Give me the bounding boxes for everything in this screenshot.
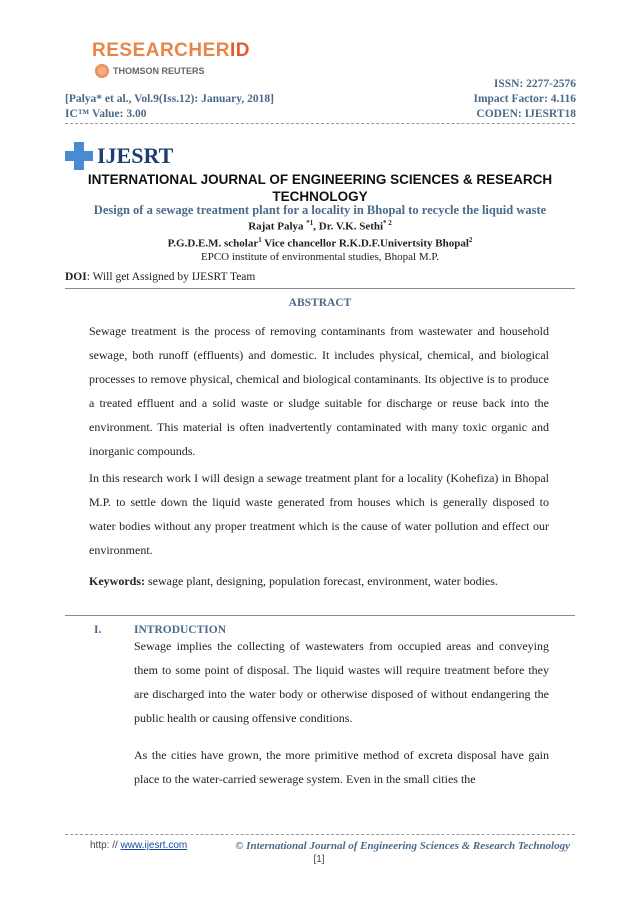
logo-text-id: ID (230, 40, 251, 61)
researcherid-logo (92, 40, 250, 62)
citation: [Palya* et al., Vol.9(Iss.12): January, 2018] (65, 93, 274, 105)
doi-label: DOI (65, 271, 87, 283)
keywords (89, 569, 549, 593)
page-number: [1] (313, 854, 325, 865)
institute: EPCO institute of environmental studies, Bhopal M.P. (200, 251, 440, 263)
footer-url-prefix: http: // (90, 840, 121, 851)
ic-value: IC™ Value: 3.00 (65, 108, 147, 120)
thomson-reuters-icon (95, 64, 109, 78)
impact-factor: Impact Factor: 4.116 (473, 93, 576, 105)
author-2-sup: * 2 (383, 219, 392, 227)
affiliations (65, 236, 575, 250)
affiliation-2: Vice chancellor R.K.D.F.Univertsity Bhopal (261, 237, 469, 250)
affiliation-1-sup: 1 (258, 236, 262, 244)
affiliation-1: P.G.D.E.M. scholar (167, 237, 259, 250)
thomson-reuters-text: THOMSON REUTERS (113, 66, 205, 76)
keywords-text: sewage plant, designing, population forecast, environment, water bodies. (145, 574, 498, 588)
ijesrt-logo (65, 142, 173, 170)
introduction-paragraph-2: As the cities have grown, the more primitive method of excreta disposal have gain place to the water-carried sewerage system. Even in the small cities the (134, 748, 549, 786)
footer-url (90, 840, 187, 851)
abstract-paragraph-2: In this research work I will design a sewage treatment plant for a locality (Kohefiza) in Bhopal M.P. to settle down the liquid waste generated from houses which is generally disposed to water bodies without any proper treatment which is the cause of water pollution and effect our environment. (89, 471, 549, 557)
issn: ISSN: 2277-2576 (493, 78, 576, 90)
footer-copyright: © International Journal of Engineering Sciences & Research Technology (235, 840, 570, 852)
journal-website-link[interactable]: www.ijesrt.com (120, 840, 188, 851)
thomson-reuters-logo (95, 64, 205, 78)
affiliation-2-sup: 2 (468, 236, 473, 244)
plus-icon (65, 142, 93, 170)
ijesrt-short-title: IJESRT (97, 143, 174, 168)
keywords-label: Keywords: (89, 574, 145, 588)
doi-value: : Will get Assigned by IJESRT Team (86, 271, 256, 283)
authors (65, 219, 575, 233)
footer-divider (65, 834, 575, 835)
journal-title: INTERNATIONAL JOURNAL OF ENGINEERING SCIENCES & RESEARCH TECHNOLOGY (87, 172, 553, 204)
header-divider (65, 123, 575, 124)
paper-title: Design of a sewage treatment plant for a locality in Bhopal to recycle the liquid waste (93, 203, 547, 217)
author-1: Rajat Palya (248, 220, 307, 233)
introduction-heading: INTRODUCTION (134, 624, 227, 636)
introduction-paragraph-1: Sewage implies the collecting of wastewaters from occupied areas and conveying them to some point of disposal. The liquid wastes will require treatment before they are discharged into the water body or otherwise disposed of without endangering the public health or causing offensive conditions. (134, 639, 549, 725)
coden: CODEN: IJESRT18 (476, 108, 576, 120)
abstract-paragraph-1: Sewage treatment is the process of removing contaminants from wastewater and household sewage, both runoff (effluents) and domestic. It includes physical, chemical, and biological processes to remove physical, chemical and biological contaminants. Its objective is to produce a treated effluent and a solid waste or sludge suitable for discharge or reuse back into the environment. This material is often inadvertently contaminated with many toxic organic and inorganic compounds. (89, 324, 549, 458)
doi-divider (65, 288, 575, 289)
abstract-divider (65, 615, 575, 616)
logo-text-researcher: RESEARCHER (92, 40, 231, 61)
section-number: I. (94, 624, 102, 636)
author-2: , Dr. V.K. Sethi (313, 220, 384, 233)
doi (65, 271, 255, 283)
author-1-sup: *1 (306, 219, 314, 227)
abstract-heading: ABSTRACT (288, 297, 352, 309)
